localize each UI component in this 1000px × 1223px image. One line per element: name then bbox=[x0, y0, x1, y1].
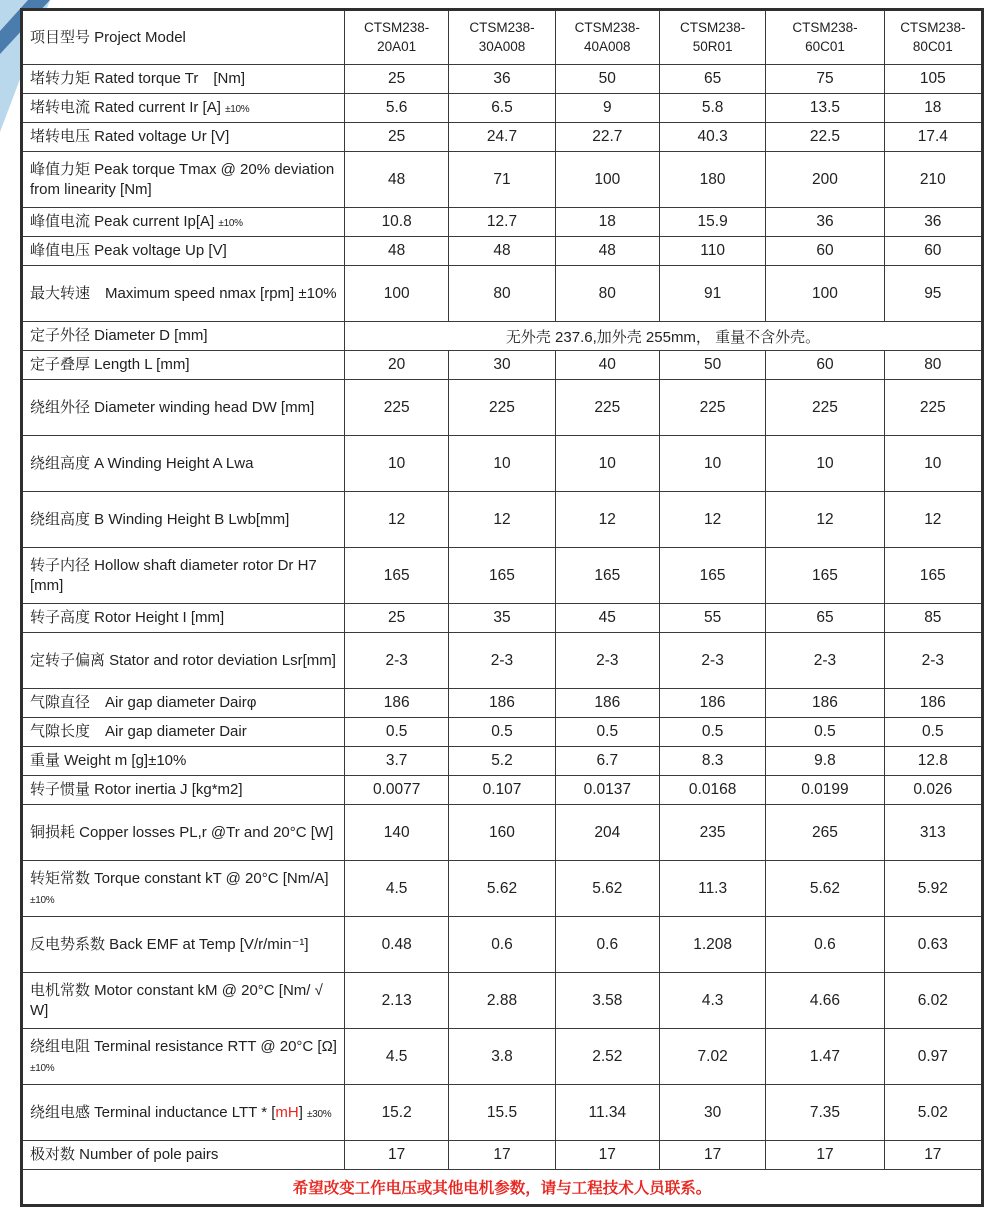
cell-value: 12 bbox=[345, 492, 449, 548]
cell-value: 0.0168 bbox=[659, 776, 765, 805]
row-label-text: 峰值电流 Peak current Ip[A] bbox=[30, 213, 219, 231]
cell-value: 0.5 bbox=[345, 718, 449, 747]
row-label bbox=[22, 689, 345, 718]
cell-value: 165 bbox=[659, 548, 765, 604]
row-label-text: 定转子偏离 Stator and rotor deviation Lsr[mm] bbox=[30, 651, 336, 669]
cell-value: 48 bbox=[449, 237, 555, 266]
cell-value: 235 bbox=[659, 805, 765, 861]
cell-value: 7.35 bbox=[766, 1085, 884, 1141]
table-row bbox=[22, 604, 983, 633]
cell-value: 0.0077 bbox=[345, 776, 449, 805]
row-label bbox=[22, 436, 345, 492]
cell-value: 60 bbox=[884, 237, 982, 266]
header-row bbox=[22, 10, 983, 65]
cell-value: 186 bbox=[766, 689, 884, 718]
project-model-header: 项目型号 Project Model bbox=[22, 10, 345, 65]
cell-value: 12 bbox=[766, 492, 884, 548]
table-row bbox=[22, 1029, 983, 1085]
cell-value: 17.4 bbox=[884, 123, 982, 152]
cell-value: 12 bbox=[555, 492, 659, 548]
cell-value: 48 bbox=[555, 237, 659, 266]
cell-value: 25 bbox=[345, 65, 449, 94]
cell-value: 5.62 bbox=[555, 861, 659, 917]
cell-value: 80 bbox=[884, 351, 982, 380]
row-label-text: 最大转速 Maximum speed nmax [rpm] ±10% bbox=[30, 284, 337, 302]
cell-value: 1.47 bbox=[766, 1029, 884, 1085]
row-label-text: 峰值力矩 Peak torque Tmax @ 20% deviation from linearity [Nm] bbox=[30, 160, 335, 198]
row-label bbox=[22, 208, 345, 237]
row-label-text: 绕组外径 Diameter winding head DW [mm] bbox=[30, 398, 315, 416]
cell-value: 6.02 bbox=[884, 973, 982, 1029]
cell-value: 100 bbox=[555, 152, 659, 208]
cell-value: 6.7 bbox=[555, 747, 659, 776]
cell-value: 165 bbox=[449, 548, 555, 604]
cell-value: 10 bbox=[345, 436, 449, 492]
table-row bbox=[22, 380, 983, 436]
row-label-text: 定子外径 Diameter D [mm] bbox=[30, 327, 208, 345]
row-label bbox=[22, 917, 345, 973]
cell-value: 225 bbox=[555, 380, 659, 436]
cell-value: 100 bbox=[345, 266, 449, 322]
cell-value: 110 bbox=[659, 237, 765, 266]
cell-value: 20 bbox=[345, 351, 449, 380]
row-label-text: 气隙直径 Air gap diameter Dairφ bbox=[30, 694, 257, 712]
table-row bbox=[22, 351, 983, 380]
cell-value: 225 bbox=[449, 380, 555, 436]
cell-value: 8.3 bbox=[659, 747, 765, 776]
row-label bbox=[22, 1141, 345, 1170]
cell-value: 4.5 bbox=[345, 861, 449, 917]
row-label bbox=[22, 322, 345, 351]
table-row bbox=[22, 747, 983, 776]
cell-value: 0.6 bbox=[766, 917, 884, 973]
cell-value: 0.107 bbox=[449, 776, 555, 805]
cell-value: 5.92 bbox=[884, 861, 982, 917]
cell-value: 225 bbox=[884, 380, 982, 436]
row-label-tolerance: ±10% bbox=[30, 1062, 55, 1074]
cell-value: 95 bbox=[884, 266, 982, 322]
row-label-text: 转子内径 Hollow shaft diameter rotor Dr H7 [mm] bbox=[30, 556, 317, 594]
row-label bbox=[22, 747, 345, 776]
cell-value: 10 bbox=[766, 436, 884, 492]
row-label bbox=[22, 237, 345, 266]
cell-value: 200 bbox=[766, 152, 884, 208]
cell-value: 22.5 bbox=[766, 123, 884, 152]
row-label bbox=[22, 380, 345, 436]
cell-value: 15.2 bbox=[345, 1085, 449, 1141]
merged-note-cell: 无外壳 237.6,加外壳 255mm， 重量不含外壳。 bbox=[345, 322, 983, 351]
cell-value: 2.52 bbox=[555, 1029, 659, 1085]
table-row bbox=[22, 208, 983, 237]
column-header: CTSM238-30A008 bbox=[449, 10, 555, 65]
cell-value: 1.208 bbox=[659, 917, 765, 973]
row-label-text: 转子惯量 Rotor inertia J [kg*m2] bbox=[30, 781, 243, 799]
row-label bbox=[22, 94, 345, 123]
table-row bbox=[22, 65, 983, 94]
cell-value: 17 bbox=[884, 1141, 982, 1170]
column-header: CTSM238-20A01 bbox=[345, 10, 449, 65]
row-label bbox=[22, 548, 345, 604]
table-row bbox=[22, 436, 983, 492]
table-row bbox=[22, 123, 983, 152]
cell-value: 0.63 bbox=[884, 917, 982, 973]
row-label-tolerance: ±30% bbox=[307, 1108, 332, 1120]
row-label bbox=[22, 633, 345, 689]
cell-value: 165 bbox=[555, 548, 659, 604]
row-label bbox=[22, 65, 345, 94]
motor-spec-table bbox=[20, 8, 984, 1207]
cell-value: 0.5 bbox=[659, 718, 765, 747]
cell-value: 186 bbox=[884, 689, 982, 718]
cell-value: 265 bbox=[766, 805, 884, 861]
cell-value: 91 bbox=[659, 266, 765, 322]
footer-row bbox=[22, 1170, 983, 1206]
cell-value: 36 bbox=[884, 208, 982, 237]
table-row bbox=[22, 152, 983, 208]
cell-value: 210 bbox=[884, 152, 982, 208]
cell-value: 2-3 bbox=[449, 633, 555, 689]
cell-value: 12 bbox=[884, 492, 982, 548]
table-row bbox=[22, 633, 983, 689]
row-label-text: 绕组电阻 Terminal resistance RTT @ 20°C [Ω] bbox=[30, 1037, 337, 1055]
cell-value: 313 bbox=[884, 805, 982, 861]
cell-value: 225 bbox=[766, 380, 884, 436]
cell-value: 11.3 bbox=[659, 861, 765, 917]
row-label-text: 定子叠厚 Length L [mm] bbox=[30, 356, 190, 374]
cell-value: 0.026 bbox=[884, 776, 982, 805]
cell-value: 25 bbox=[345, 604, 449, 633]
row-label bbox=[22, 266, 345, 322]
table-row bbox=[22, 1085, 983, 1141]
cell-value: 18 bbox=[884, 94, 982, 123]
cell-value: 5.8 bbox=[659, 94, 765, 123]
cell-value: 0.5 bbox=[555, 718, 659, 747]
cell-value: 48 bbox=[345, 152, 449, 208]
column-header: CTSM238-60C01 bbox=[766, 10, 884, 65]
table-row bbox=[22, 548, 983, 604]
cell-value: 0.5 bbox=[449, 718, 555, 747]
row-label-text: ] bbox=[298, 1103, 308, 1121]
cell-value: 4.5 bbox=[345, 1029, 449, 1085]
cell-value: 0.6 bbox=[555, 917, 659, 973]
cell-value: 15.5 bbox=[449, 1085, 555, 1141]
cell-value: 5.02 bbox=[884, 1085, 982, 1141]
cell-value: 0.0199 bbox=[766, 776, 884, 805]
cell-value: 80 bbox=[555, 266, 659, 322]
table-row bbox=[22, 718, 983, 747]
cell-value: 165 bbox=[884, 548, 982, 604]
cell-value: 4.66 bbox=[766, 973, 884, 1029]
cell-value: 5.62 bbox=[766, 861, 884, 917]
cell-value: 71 bbox=[449, 152, 555, 208]
cell-value: 45 bbox=[555, 604, 659, 633]
column-header: CTSM238-40A008 bbox=[555, 10, 659, 65]
cell-value: 12.7 bbox=[449, 208, 555, 237]
cell-value: 2-3 bbox=[766, 633, 884, 689]
cell-value: 85 bbox=[884, 604, 982, 633]
table-row bbox=[22, 237, 983, 266]
cell-value: 11.34 bbox=[555, 1085, 659, 1141]
row-label-text: 铜损耗 Copper losses PL,r @Tr and 20°C [W] bbox=[30, 823, 334, 841]
row-label-tolerance: ±10% bbox=[30, 894, 55, 906]
table-row bbox=[22, 266, 983, 322]
row-label-text: 转子高度 Rotor Height I [mm] bbox=[30, 609, 225, 627]
row-label-text: 堵转力矩 Rated torque Tr [Nm] bbox=[30, 70, 246, 88]
cell-value: 17 bbox=[659, 1141, 765, 1170]
cell-value: 225 bbox=[345, 380, 449, 436]
cell-value: 9 bbox=[555, 94, 659, 123]
cell-value: 12.8 bbox=[884, 747, 982, 776]
column-header: CTSM238-80C01 bbox=[884, 10, 982, 65]
cell-value: 17 bbox=[555, 1141, 659, 1170]
cell-value: 9.8 bbox=[766, 747, 884, 776]
cell-value: 225 bbox=[659, 380, 765, 436]
cell-value: 0.5 bbox=[766, 718, 884, 747]
cell-value: 40.3 bbox=[659, 123, 765, 152]
cell-value: 35 bbox=[449, 604, 555, 633]
cell-value: 3.58 bbox=[555, 973, 659, 1029]
table-row bbox=[22, 689, 983, 718]
cell-value: 2-3 bbox=[659, 633, 765, 689]
cell-value: 10 bbox=[659, 436, 765, 492]
cell-value: 5.2 bbox=[449, 747, 555, 776]
cell-value: 55 bbox=[659, 604, 765, 633]
cell-value: 3.8 bbox=[449, 1029, 555, 1085]
row-label bbox=[22, 351, 345, 380]
cell-value: 186 bbox=[449, 689, 555, 718]
row-label bbox=[22, 152, 345, 208]
row-label bbox=[22, 1085, 345, 1141]
cell-value: 2-3 bbox=[345, 633, 449, 689]
cell-value: 10 bbox=[449, 436, 555, 492]
cell-value: 13.5 bbox=[766, 94, 884, 123]
cell-value: 10.8 bbox=[345, 208, 449, 237]
cell-value: 50 bbox=[659, 351, 765, 380]
cell-value: 2-3 bbox=[884, 633, 982, 689]
table-row bbox=[22, 861, 983, 917]
table-row bbox=[22, 776, 983, 805]
cell-value: 0.5 bbox=[884, 718, 982, 747]
table-row bbox=[22, 917, 983, 973]
cell-value: 22.7 bbox=[555, 123, 659, 152]
row-label-tolerance: ±10% bbox=[225, 104, 250, 116]
cell-value: 60 bbox=[766, 237, 884, 266]
cell-value: 0.48 bbox=[345, 917, 449, 973]
table-footer-note: 希望改变工作电压或其他电机参数，请与工程技术人员联系。 bbox=[22, 1170, 983, 1206]
cell-value: 160 bbox=[449, 805, 555, 861]
row-label-tolerance: ±10% bbox=[218, 218, 243, 230]
row-label-text: 绕组电感 Terminal inductance LTT * [ bbox=[30, 1103, 276, 1121]
table-row bbox=[22, 805, 983, 861]
row-label bbox=[22, 492, 345, 548]
cell-value: 40 bbox=[555, 351, 659, 380]
row-label-text: 堵转电流 Rated current Ir [A] bbox=[30, 99, 226, 117]
cell-value: 12 bbox=[449, 492, 555, 548]
motor-spec-sheet bbox=[20, 8, 984, 1207]
cell-value: 10 bbox=[555, 436, 659, 492]
cell-value: 36 bbox=[766, 208, 884, 237]
cell-value: 5.6 bbox=[345, 94, 449, 123]
cell-value: 80 bbox=[449, 266, 555, 322]
cell-value: 180 bbox=[659, 152, 765, 208]
cell-value: 15.9 bbox=[659, 208, 765, 237]
cell-value: 4.3 bbox=[659, 973, 765, 1029]
cell-value: 6.5 bbox=[449, 94, 555, 123]
row-label bbox=[22, 1029, 345, 1085]
cell-value: 24.7 bbox=[449, 123, 555, 152]
row-label-text: 堵转电压 Rated voltage Ur [V] bbox=[30, 128, 230, 146]
cell-value: 18 bbox=[555, 208, 659, 237]
row-label-text: 反电势系数 Back EMF at Temp [V/r/min⁻¹] bbox=[30, 935, 309, 953]
cell-value: 30 bbox=[449, 351, 555, 380]
cell-value: 2-3 bbox=[555, 633, 659, 689]
cell-value: 50 bbox=[555, 65, 659, 94]
row-label bbox=[22, 604, 345, 633]
cell-value: 165 bbox=[345, 548, 449, 604]
row-label bbox=[22, 776, 345, 805]
cell-value: 75 bbox=[766, 65, 884, 94]
cell-value: 204 bbox=[555, 805, 659, 861]
cell-value: 17 bbox=[449, 1141, 555, 1170]
row-label bbox=[22, 861, 345, 917]
row-label-red-part: mH bbox=[275, 1103, 299, 1121]
cell-value: 30 bbox=[659, 1085, 765, 1141]
table-row bbox=[22, 322, 983, 351]
cell-value: 65 bbox=[659, 65, 765, 94]
cell-value: 65 bbox=[766, 604, 884, 633]
cell-value: 5.62 bbox=[449, 861, 555, 917]
cell-value: 2.88 bbox=[449, 973, 555, 1029]
cell-value: 36 bbox=[449, 65, 555, 94]
row-label-text: 电机常数 Motor constant kM @ 20°C [Nm/ √ W] bbox=[30, 981, 323, 1019]
row-label-text: 绕组高度 A Winding Height A Lwa bbox=[30, 454, 254, 472]
row-label bbox=[22, 123, 345, 152]
cell-value: 186 bbox=[555, 689, 659, 718]
cell-value: 17 bbox=[766, 1141, 884, 1170]
cell-value: 0.0137 bbox=[555, 776, 659, 805]
table-row bbox=[22, 973, 983, 1029]
cell-value: 7.02 bbox=[659, 1029, 765, 1085]
cell-value: 48 bbox=[345, 237, 449, 266]
cell-value: 2.13 bbox=[345, 973, 449, 1029]
cell-value: 0.97 bbox=[884, 1029, 982, 1085]
cell-value: 105 bbox=[884, 65, 982, 94]
table-row bbox=[22, 94, 983, 123]
row-label-text: 峰值电压 Peak voltage Up [V] bbox=[30, 242, 227, 260]
row-label-text: 转矩常数 Torque constant kT @ 20°C [Nm/A] bbox=[30, 869, 329, 887]
row-label-text: 极对数 Number of pole pairs bbox=[30, 1146, 219, 1164]
column-header: CTSM238-50R01 bbox=[659, 10, 765, 65]
row-label-text: 重量 Weight m [g]±10% bbox=[30, 752, 187, 770]
cell-value: 186 bbox=[659, 689, 765, 718]
cell-value: 10 bbox=[884, 436, 982, 492]
cell-value: 0.6 bbox=[449, 917, 555, 973]
table-row bbox=[22, 1141, 983, 1170]
cell-value: 12 bbox=[659, 492, 765, 548]
row-label-text: 气隙长度 Air gap diameter Dair bbox=[30, 723, 247, 741]
row-label-text: 绕组高度 B Winding Height B Lwb[mm] bbox=[30, 510, 290, 528]
cell-value: 25 bbox=[345, 123, 449, 152]
row-label bbox=[22, 718, 345, 747]
cell-value: 140 bbox=[345, 805, 449, 861]
cell-value: 17 bbox=[345, 1141, 449, 1170]
cell-value: 186 bbox=[345, 689, 449, 718]
row-label bbox=[22, 805, 345, 861]
cell-value: 165 bbox=[766, 548, 884, 604]
table-row bbox=[22, 492, 983, 548]
cell-value: 3.7 bbox=[345, 747, 449, 776]
cell-value: 60 bbox=[766, 351, 884, 380]
cell-value: 100 bbox=[766, 266, 884, 322]
row-label bbox=[22, 973, 345, 1029]
